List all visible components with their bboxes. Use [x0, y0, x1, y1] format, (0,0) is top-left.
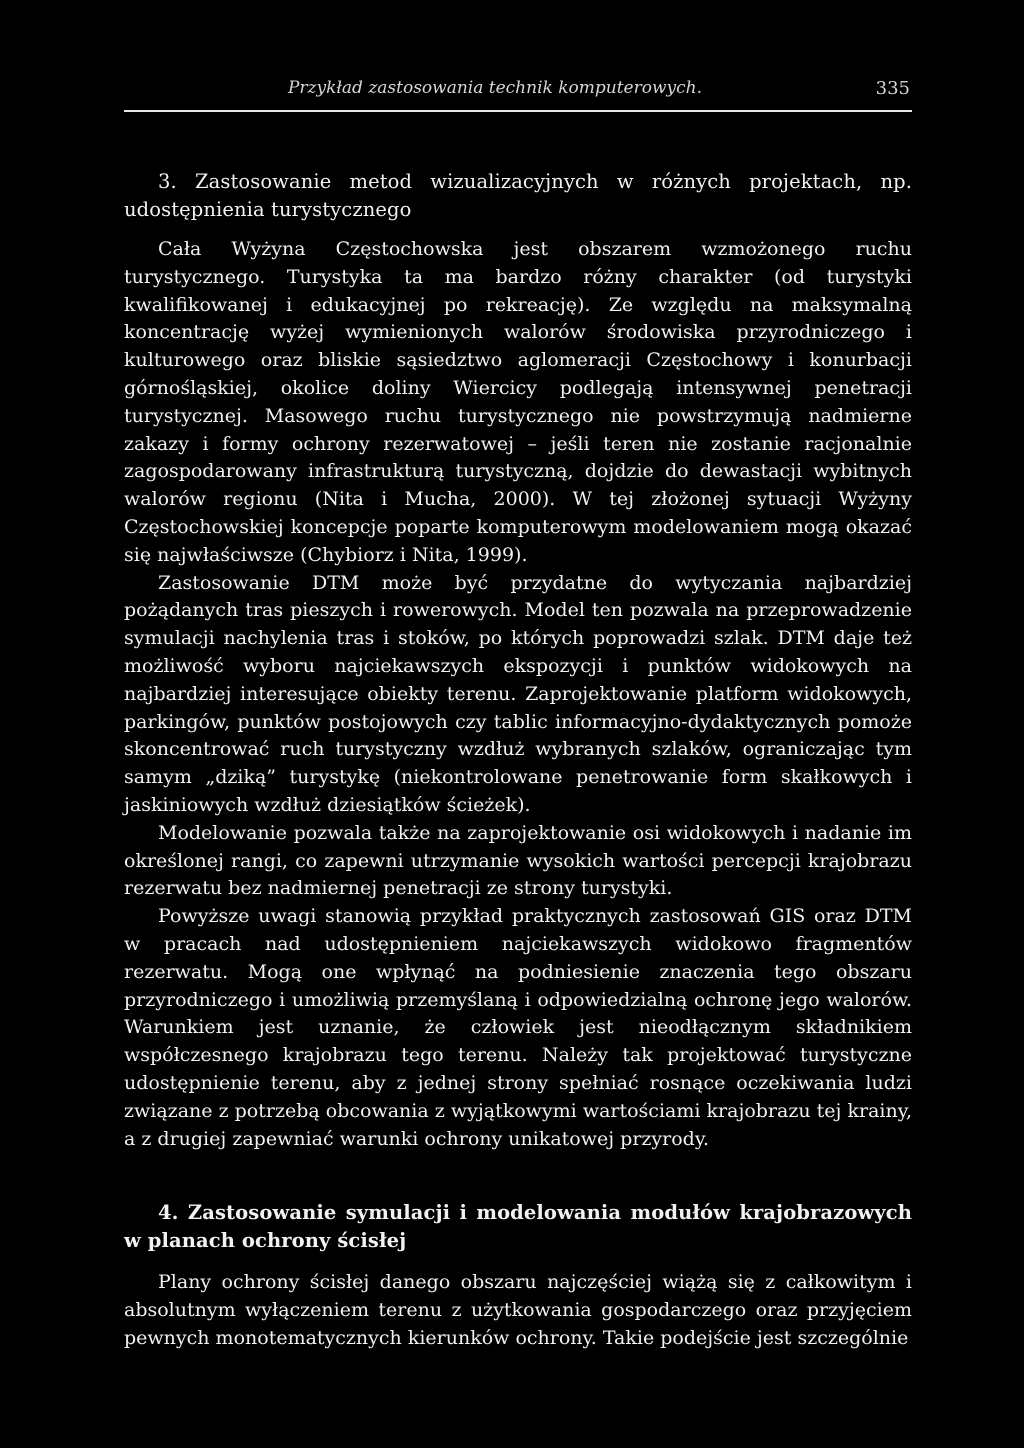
paragraph: Zastosowanie DTM może być przydatne do wytyczania najbardziej pożądanych tras pieszych i rowerowych. Model ten pozwala na przeprowadzenie symulacji nachylenia tras i stoków, po których poprowadzi szlak. DTM daje też możliwość wyboru najciekawszych ekspozycji i punktów widokowych na najbardziej interesujące obiekty terenu. Zaprojektowanie platform widokowych, parkingów, punktów postojowych czy tablic informacyjno-dydaktycznych pomoże skoncentrować ruch turystyczny wzdłuż wybranych szlaków, ograniczając tym samym „dziką” turystykę (niekontrolowane penetrowanie form skałkowych i jaskiniowych wzdłuż dziesiątków ścieżek).	[124, 571, 912, 816]
page-number: 335	[875, 78, 910, 99]
header-rule	[124, 110, 912, 112]
paragraph: Modelowanie pozwala także na zaprojektowanie osi widokowych i nadanie im określonej rangi, co zapewni utrzymanie wysokich wartości percepcji krajobrazu rezerwatu bez nadmiernej penetracji ze strony turystyki.	[124, 821, 912, 900]
page-body	[124, 168, 912, 1353]
paragraph: Powyższe uwagi stanowią przykład praktycznych zastosowań GIS oraz DTM w pracach nad udostępnieniem najciekawszych widokowo fragmentów rezerwatu. Mogą one wpłynąć na podniesienie znaczenia tego obszaru przyrodniczego i umożliwią przemyślaną i odpowiedzialną ochronę jego walorów. Warunkiem jest uznanie, że człowiek jest nieodłącznym składnikiem współczesnego krajobrazu tego terenu. Należy tak projektować turystyczne udostępnienie terenu, aby z jednej strony spełniać rosnące oczekiwania ludzi związane z potrzebą obcowania z wyjątkowymi wartościami krajobrazu tej krainy, a z drugiej zapewniać warunki ochrony unikatowej przyrody.	[124, 905, 912, 1150]
section-4-heading: 4. Zastosowanie symulacji i modelowania modułów krajobrazowych w planach ochrony ścisłej	[124, 1201, 912, 1253]
paragraph: Plany ochrony ścisłej danego obszaru najczęściej wiążą się z całkowitym i absolutnym wyłączeniem terenu z użytkowania gospodarczego oraz przyjęciem pewnych monotematycznych kierunków ochrony. Takie podejście jest szczególnie	[124, 1271, 912, 1349]
page-header	[124, 74, 912, 106]
running-title: Przykład zastosowania technik komputerowych.	[287, 78, 702, 98]
paragraph: Cała Wyżyna Częstochowska jest obszarem wzmożonego ruchu turystycznego. Turystyka ta ma bardzo różny charakter (od turystyki kwalifikowanej i edukacyjnej po rekreację). Ze względu na maksymalną koncentrację wyżej wymienionych walorów środowiska przyrodniczego i kulturowego oraz bliskie sąsiedztwo aglomeracji Częstochowy i konurbacji górnośląskiej, okolice doliny Wiercicy podlegają intensywnej penetracji turystycznej. Masowego ruchu turystycznego nie powstrzymują nadmierne zakazy i formy ochrony rezerwatowej – jeśli teren nie zostanie racjonalnie zagospodarowany infrastrukturą turystyczną, dojdzie do dewastacji wybitnych walorów regionu (Nita i Mucha, 2000). W tej złożonej sytuacji Wyżyny Częstochowskiej koncepcje poparte komputerowym modelowaniem mogą okazać się najwłaściwsze (Chybiorz i Nita, 1999).	[124, 238, 912, 566]
section-3-heading: 3. Zastosowanie metod wizualizacyjnych w różnych projektach, np. udostępnienia turystycznego	[124, 170, 912, 221]
